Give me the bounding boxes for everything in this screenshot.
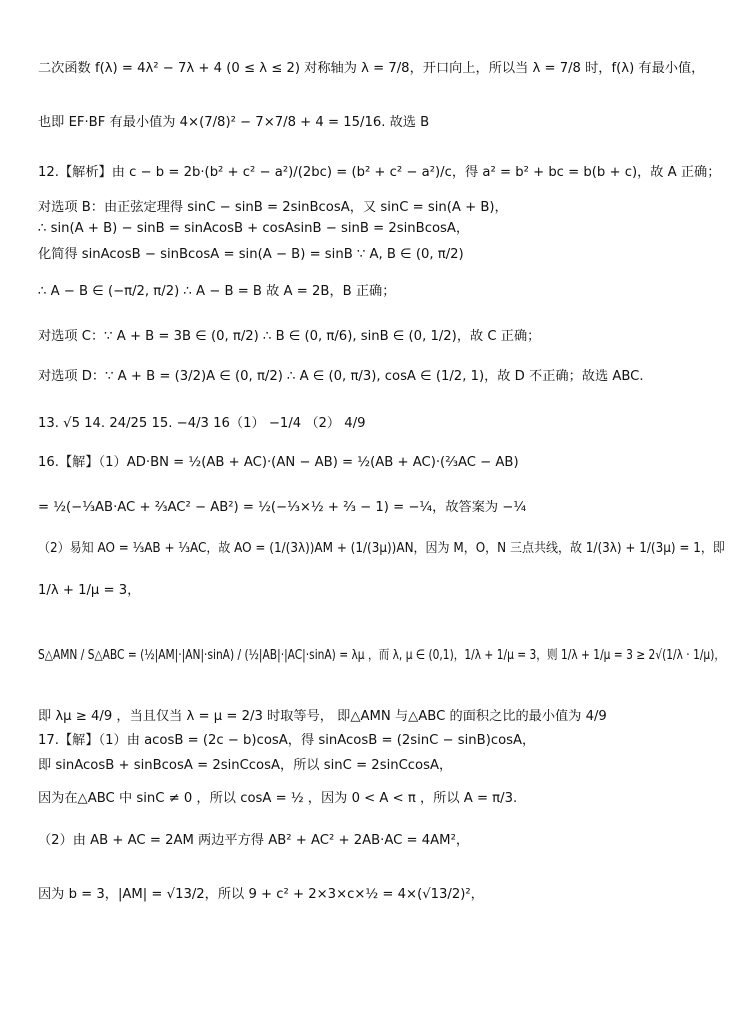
text-line-18: 即 sinAcosB + sinBcosA = 2sinCcosA，所以 sinC = 2sinCcosA， [38,758,453,773]
text-line-12: = ½(−⅓AB·AC + ⅔AC² − AB²) = ½(−⅓×½ + ⅔ − 1) = −¼，故答案为 −¼ [38,500,527,515]
text-line-5: ∴ sin(A + B) − sinB = sinAcosB + cosAsinB − sinB = 2sinBcosA， [38,221,470,236]
text-line-20: （2）由 AB + AC = 2AM 两边平方得 AB² + AC² + 2AB·AC = 4AM²， [38,833,470,848]
text-line-17: 17.【解】（1）由 acosB = (2c − b)cosA，得 sinAcosB = (2sinC − sinB)cosA， [38,733,536,748]
text-line-16: 即 λμ ≥ 4/9 ，当且仅当 λ = μ = 2/3 时取等号， 即△AMN 与△ABC 的面积之比的最小值为 4/9 [38,709,607,724]
text-line-11: 16.【解】（1）AD·BN = ½(AB + AC)·(AN − AB) = ½(AB + AC)·(⅔AC − AB) [38,455,519,470]
text-line-6: 化简得 sinAcosB − sinBcosA = sin(A − B) = sinB ∵ A, B ∈ (0, π/2) [38,247,464,262]
text-line-21: 因为 b = 3，|AM| = √13/2，所以 9 + c² + 2×3×c×½ = 4×(√13/2)²， [38,887,484,902]
text-line-8: 对选项 C：∵ A + B = 3B ∈ (0, π/2) ∴ B ∈ (0, π/6), sinB ∈ (0, 1/2)，故 C 正确； [38,329,541,344]
text-line-2: 也即 EF·BF 有最小值为 4×(7/8)² − 7×7/8 + 4 = 15/16. 故选 B [38,115,430,130]
text-line-19: 因为在△ABC 中 sinC ≠ 0 ，所以 cosA = ½ ，因为 0 < A < π ，所以 A = π/3. [38,791,518,806]
text-line-3: 12.【解析】由 c − b = 2b·(b² + c² − a²)/(2bc) = (b² + c² − a²)/c，得 a² = b² + bc = b(b + c)，故 A 正确； [38,165,721,180]
text-line-14: 1/λ + 1/μ = 3， [38,583,141,598]
text-line-1: 二次函数 f(λ) = 4λ² − 7λ + 4 (0 ≤ λ ≤ 2) 对称轴为 λ = 7/8，开口向上，所以当 λ = 7/8 时，f(λ) 有最小值， [38,61,705,76]
text-line-4: 对选项 B：由正弦定理得 sinC − sinB = 2sinBcosA，又 sinC = sin(A + B)， [38,200,508,215]
text-line-15: S△AMN / S△ABC = (½|AM|·|AN|·sinA) / (½|AB|·|AC|·sinA) = λμ ，而 λ, μ ∈ (0,1)，1/λ + 1/μ = 3，则 1/λ + 1/μ = 3 ≥ 2√(1/λ · 1/μ)， [38,648,725,663]
text-line-9: 对选项 D：∵ A + B = (3/2)A ∈ (0, π/2) ∴ A ∈ (0, π/3), cosA ∈ (1/2, 1)，故 D 不正确；故选 ABC. [38,369,644,384]
text-line-13: （2）易知 AO = ⅓AB + ⅓AC，故 AO = (1/(3λ))AM + (1/(3μ))AN，因为 M，O，N 三点共线，故 1/(3λ) + 1/(3μ) = 1，即 [38,541,725,556]
text-line-10: 13. √5 14. 24/25 15. −4/3 16（1） −1/4 （2） 4/9 [38,416,366,431]
text-line-7: ∴ A − B ∈ (−π/2, π/2) ∴ A − B = B 故 A = 2B，B 正确； [38,284,396,299]
